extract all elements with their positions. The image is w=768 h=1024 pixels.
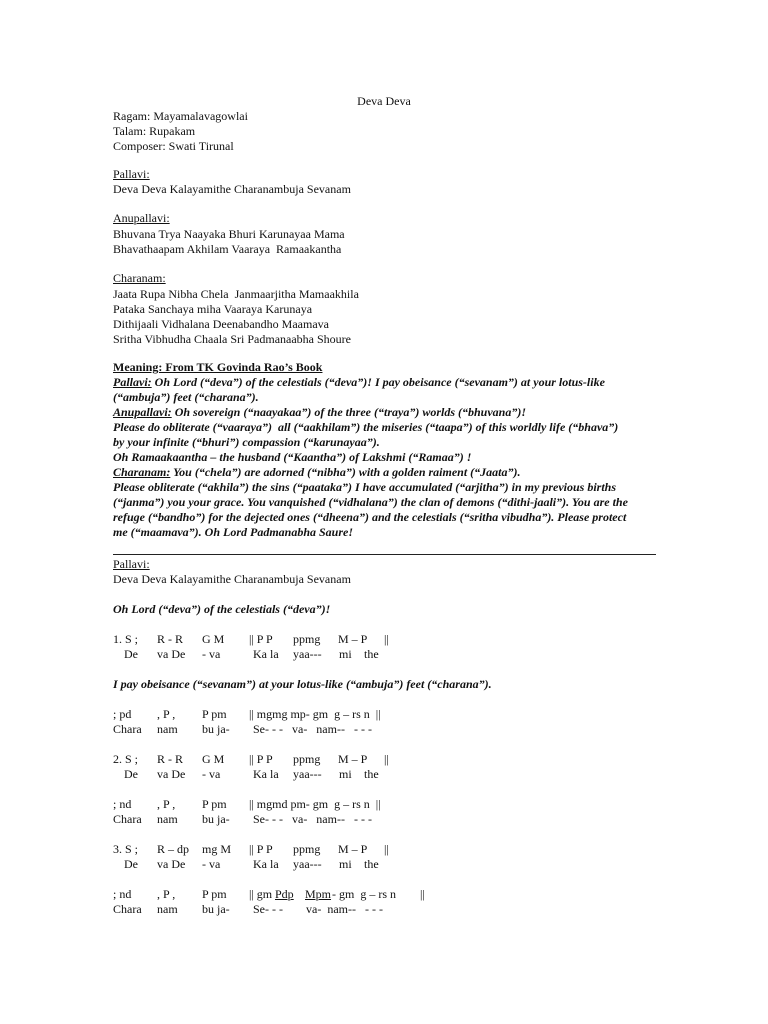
- swara-cell: ; nd: [113, 887, 132, 901]
- meaning-text: Oh Lord (“deva”) of the celestials (“deva”)! I pay obeisance (“sevanam”) at your lotus-like: [151, 375, 605, 389]
- meaning-line: [113, 375, 605, 390]
- sahitya-cell: - va: [202, 647, 221, 661]
- sahitya-cell: nam: [157, 812, 178, 826]
- notation-meaning-b: I pay obeisance (“sevanam”) at your lotus-like (“ambuja”) feet (“charana”).: [113, 677, 492, 691]
- anupallavi-heading: Anupallavi:: [113, 211, 170, 225]
- swara-cell: - gm g – rs n ||: [332, 887, 425, 901]
- swara-cell: , P ,: [157, 887, 176, 901]
- swara-row: [113, 797, 381, 812]
- meaning-label: Pallavi:: [113, 375, 152, 389]
- meaning-line: Oh Ramaakaantha – the husband (“Kaantha”) of Lakshmi (“Ramaa”) !: [113, 450, 472, 464]
- sahitya-cell: Se- - - va- nam-- - - -: [253, 812, 372, 826]
- sahitya-cell: yaa---: [293, 857, 322, 871]
- swara-cell: ; nd: [113, 797, 132, 811]
- meaning-line: [113, 405, 526, 420]
- sahitya-cell: yaa---: [293, 647, 322, 661]
- sahitya-cell: bu ja-: [202, 902, 230, 916]
- swara-cell: 1. S ;: [113, 632, 139, 646]
- sahitya-cell: va De: [157, 857, 186, 871]
- swara-cell: M – P: [338, 842, 368, 856]
- meaning-label: Anupallavi:: [113, 405, 172, 419]
- swara-cell: M – P: [338, 632, 368, 646]
- swara-row: [113, 752, 389, 767]
- swara-cell: 2. S ;: [113, 752, 139, 766]
- sahitya-cell: yaa---: [293, 767, 322, 781]
- swara-cell: || P P: [249, 842, 273, 856]
- meaning-text: Oh sovereign (“naayakaa”) of the three (“traya”) worlds (“bhuvana”)!: [171, 405, 527, 419]
- swara-cell: R - R: [157, 752, 184, 766]
- notation-pallavi-text: Deva Deva Kalayamithe Charanambuja Sevanam: [113, 572, 351, 586]
- sahitya-cell: mi: [339, 647, 352, 661]
- swara-cell: ppmg: [293, 752, 321, 766]
- meaning-line: me (“maamava”). Oh Lord Padmanabha Saure!: [113, 525, 354, 539]
- sahitya-cell: the: [364, 767, 379, 781]
- sahitya-cell: mi: [339, 857, 352, 871]
- sahitya-cell: Chara: [113, 722, 142, 736]
- sahitya-cell: Chara: [113, 902, 142, 916]
- swara-row: [113, 887, 425, 902]
- meaning-text: You (“chela”) are adorned (“nibha”) with a golden raiment (“Jaata”).: [170, 465, 521, 479]
- sahitya-cell: - va: [202, 857, 221, 871]
- sahitya-row: [113, 857, 379, 872]
- notation-meaning-a: Oh Lord (“deva”) of the celestials (“deva”)!: [113, 602, 331, 616]
- swara-cell: Mpm: [305, 887, 332, 901]
- swara-cell: 3. S ;: [113, 842, 139, 856]
- sahitya-cell: Ka la: [253, 647, 279, 661]
- swara-cell: || mgmg mp- gm g – rs n ||: [249, 707, 381, 721]
- notation-pallavi-heading: Pallavi:: [113, 557, 150, 571]
- swara-cell: || mgmd pm- gm g – rs n ||: [249, 797, 381, 811]
- swara-cell: G M: [202, 632, 225, 646]
- swara-cell: R - R: [157, 632, 184, 646]
- charanam-heading: Charanam:: [113, 271, 166, 285]
- swara-cell: ppmg: [293, 632, 321, 646]
- charanam-line: Pataka Sanchaya miha Vaaraya Karunaya: [113, 302, 313, 316]
- sahitya-row: [113, 722, 372, 737]
- sahitya-cell: va De: [157, 767, 186, 781]
- swara-row: [113, 842, 389, 857]
- sahitya-cell: nam: [157, 902, 178, 916]
- meaning-line: refuge (“bandho”) for the dejected ones (“dheena”) and the celestials (“sritha vibudha”). Please protect: [113, 510, 627, 524]
- meaning-line: Please do obliterate (“vaaraya”) all (“aakhilam”) the miseries (“taapa”) of this worldly life (“bhava”): [113, 420, 619, 434]
- swara-cell: G M: [202, 752, 225, 766]
- pallavi-text: Deva Deva Kalayamithe Charanambuja Sevanam: [113, 182, 351, 196]
- charanam-line: Sritha Vibhudha Chaala Sri Padmanaabha Shoure: [113, 332, 352, 346]
- meaning-label: Charanam:: [113, 465, 171, 479]
- sahitya-cell: - va: [202, 767, 221, 781]
- swara-cell: ||: [384, 632, 389, 646]
- sahitya-cell: Se- - - va- nam-- - - -: [253, 722, 372, 736]
- horizontal-divider: [113, 554, 656, 555]
- swara-cell: P pm: [202, 797, 227, 811]
- meaning-line: by your infinite (“bhuri”) compassion (“karunayaa”).: [113, 435, 380, 449]
- swara-cell: P pm: [202, 887, 227, 901]
- song-title: Deva Deva: [357, 94, 411, 108]
- meaning-heading: Meaning: From TK Govinda Rao’s Book: [113, 360, 323, 374]
- sahitya-cell: va De: [157, 647, 186, 661]
- swara-cell: mg M: [202, 842, 232, 856]
- swara-cell: || P P: [249, 632, 273, 646]
- sahitya-row: [113, 902, 383, 917]
- sahitya-cell: Ka la: [253, 767, 279, 781]
- charanam-line: Dithijaali Vidhalana Deenabandho Maamava: [113, 317, 329, 331]
- sahitya-cell: bu ja-: [202, 812, 230, 826]
- meaning-line: Please obliterate (“akhila”) the sins (“paataka”) I have accumulated (“arjitha”) in my previous births: [113, 480, 616, 494]
- sahitya-cell: De: [124, 767, 138, 781]
- anupallavi-line: Bhavathaapam Akhilam Vaaraya Ramaakantha: [113, 242, 342, 256]
- swara-cell: ||: [384, 842, 389, 856]
- composer-line: Composer: Swati Tirunal: [113, 139, 234, 153]
- swara-cell: ; pd: [113, 707, 132, 721]
- meaning-line: [113, 465, 521, 480]
- sahitya-cell: mi: [339, 767, 352, 781]
- swara-row: [113, 707, 381, 722]
- swara-cell: , P ,: [157, 797, 176, 811]
- sahitya-cell: bu ja-: [202, 722, 230, 736]
- swara-cell: R – dp: [157, 842, 190, 856]
- swara-cell: ppmg: [293, 842, 321, 856]
- sahitya-cell: Ka la: [253, 857, 279, 871]
- sahitya-row: [113, 647, 379, 662]
- sahitya-cell: va- nam-- - - -: [306, 902, 383, 916]
- sahitya-row: [113, 812, 372, 827]
- ragam-line: Ragam: Mayamalavagowlai: [113, 109, 248, 123]
- talam-line: Talam: Rupakam: [113, 124, 196, 138]
- sahitya-row: [113, 767, 379, 782]
- swara-row: [113, 632, 389, 647]
- sahitya-cell: the: [364, 857, 379, 871]
- pallavi-heading: Pallavi:: [113, 167, 150, 181]
- sahitya-cell: Se- - -: [253, 902, 283, 916]
- sahitya-cell: nam: [157, 722, 178, 736]
- swara-cell: M – P: [338, 752, 368, 766]
- sahitya-cell: De: [124, 647, 138, 661]
- meaning-line: (“ambuja”) feet (“charana”).: [113, 390, 259, 404]
- swara-cell: ||: [384, 752, 389, 766]
- anupallavi-line: Bhuvana Trya Naayaka Bhuri Karunayaa Mama: [113, 227, 345, 241]
- swara-cell: P pm: [202, 707, 227, 721]
- swara-cell: || gm: [249, 887, 276, 901]
- sahitya-cell: the: [364, 647, 379, 661]
- meaning-line: (“janma”) you your grace. You vanquished (“vidhalana”) the clan of demons (“dithi-jaali”). You are the: [113, 495, 628, 509]
- sahitya-cell: De: [124, 857, 138, 871]
- swara-cell: Pdp: [275, 887, 294, 901]
- swara-cell: || P P: [249, 752, 273, 766]
- swara-cell: , P ,: [157, 707, 176, 721]
- charanam-line: Jaata Rupa Nibha Chela Janmaarjitha Mamaakhila: [113, 287, 359, 301]
- sahitya-cell: Chara: [113, 812, 142, 826]
